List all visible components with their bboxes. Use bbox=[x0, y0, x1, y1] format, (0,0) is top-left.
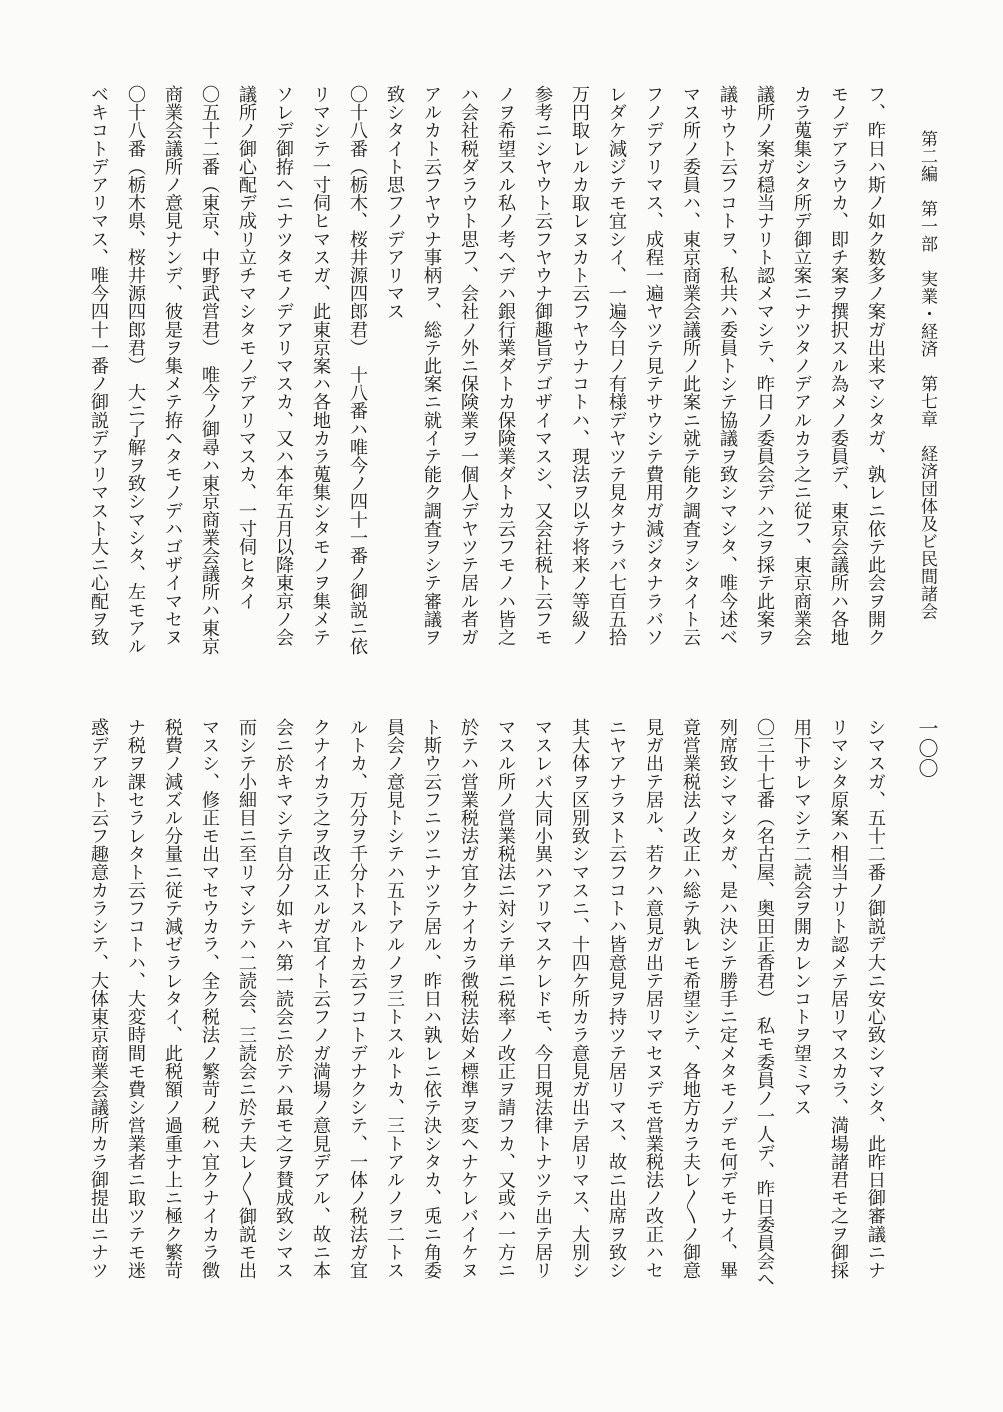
text-column: 議所ノ御心配デ成リ立チマシタモノデアリマスカ、一寸伺ヒタイ bbox=[236, 85, 257, 610]
text-column: マス所ノ委員ハ、東京商業会議所ノ此案ニ就テ能ク調査ヲシタイト云 bbox=[680, 85, 701, 647]
text-column: 於テハ営業税法ガ宜クナイカラ徴税法始メ標準ヲ変ヘナケレバイケヌ bbox=[458, 718, 479, 1280]
text-column: 〇三十七番（名古屋、奥田正香君） 私モ委員ノ一人デ、昨日委員会ヘ bbox=[754, 718, 775, 1289]
text-column: 万円取レルカ取レヌカト云フヤウナコトハ、現法ヲ以テ将来ノ等級ノ bbox=[569, 85, 590, 647]
text-column: 竟営業税法ノ改正ハ総テ孰レモ希望シテ、各地方カラ夫レ〳〵ノ御意 bbox=[680, 718, 701, 1280]
text-column: ルトカ、万分ヲ千分トスルトカ云フコトデナクシテ、一体ノ税法ガ宜 bbox=[347, 718, 368, 1280]
text-column: 列席致シマシタガ、是ハ決シテ勝手ニ定メタモノデモ何デモナイ、畢 bbox=[717, 718, 738, 1280]
text-column: 惑デアルト云フ趣意カラシテ、大体東京商業会議所カラ御提出ニナツ bbox=[88, 718, 109, 1280]
text-column: リマシテ一寸伺ヒマスガ、此東京案ハ各地カラ蒐集シタモノヲ集メテ bbox=[310, 85, 331, 647]
text-column: ハ会社税ダラウト思フ、会社ノ外ニ保険業ヲ一個人デヤツテ居ル者ガ bbox=[458, 85, 479, 647]
text-column: 会ニ於キマシテ自分ノ如キハ第一読会ニ於テハ最モ之ヲ賛成致シマス bbox=[273, 718, 294, 1280]
text-column: 商業会議所ノ意見ナンデ、彼是ヲ集メテ拵ヘタモノデハゴザイマセヌ bbox=[162, 85, 183, 647]
text-column: 其大体ヲ区別致シマスニ、十四ケ所カラ意見ガ出テ居リマス、大別シ bbox=[569, 718, 590, 1280]
text-column: ノヲ希望スル私ノ考ヘデハ銀行業ダトカ保険業ダトカ云フモノハ皆之 bbox=[495, 85, 516, 647]
text-block-upper bbox=[75, 85, 890, 660]
text-column: リマシタ原案ハ相当ナリト認メテ居リマスカラ、満場諸君モ之ヲ御採 bbox=[828, 718, 849, 1280]
text-column: 〇五十二番（東京、中野武営君） 唯今ノ御尋ハ東京商業会議所ハ東京 bbox=[199, 85, 220, 656]
page-number: 一〇〇 bbox=[915, 718, 939, 778]
text-column: レダケ減ジテモ宜シイ、一遍今日ノ有様デヤツテ見タナラバ七百五拾 bbox=[606, 85, 627, 647]
text-column: ナ税ヲ課セラレタト云フコトハ、大変時間モ費シ営業者ニ取ツテモ迷 bbox=[125, 718, 146, 1280]
text-column: アルカト云フヤウナ事柄ヲ、総テ此案ニ就イテ能ク調査ヲシテ審議ヲ bbox=[421, 85, 442, 647]
text-column: マスレバ大同小異ハアリマスケレドモ、今日現法律トナツテ出テ居リ bbox=[532, 718, 553, 1280]
running-head: 第二編 第一部 実業・経済 第七章 経済団体及ビ民間諸会 bbox=[917, 130, 937, 620]
text-column: マスル所ノ営業税法ニ対シテ単ニ税率ノ改正ヲ請フカ、又或ハ一方ニ bbox=[495, 718, 516, 1280]
text-column: 而シテ小細目ニ至リマシテハ二読会、三読会ニ於テ夫レ〳〵御説モ出 bbox=[236, 718, 257, 1280]
text-column: 〇十八番（栃木、桜井源四郎君） 十八番ハ唯今ノ四十一番ノ御説ニ依 bbox=[347, 85, 368, 656]
text-column: クナイカラ之ヲ改正スルガ宜イト云フノガ満場ノ意見デアル、故ニ本 bbox=[310, 718, 331, 1280]
text-column: 用下サレマシテ二読会ヲ開カレンコトヲ望ミマス bbox=[791, 718, 812, 1117]
text-column: 員会ノ意見トシテハ五トアルノヲ三トスルトカ、三トアルノヲ二トス bbox=[384, 718, 405, 1280]
text-column: 見ガ出テ居ル、若クハ意見ガ出テ居リマセヌデモ営業税法ノ改正ハセ bbox=[643, 718, 664, 1280]
text-column: シマスガ、五十二番ノ御説デ大ニ安心致シマシタ、此昨日御審議ニナ bbox=[865, 718, 886, 1280]
text-column: 致シタイト思フノデアリマス bbox=[384, 85, 405, 321]
text-column: ベキコトデアリマス、唯今四十一番ノ御説デアリマスト大ニ心配ヲ致 bbox=[88, 85, 109, 647]
text-column: 税費ノ減ズル分量ニ従テ減ゼラレタイ、此税額ノ過重ナ上ニ極ク繁苛 bbox=[162, 718, 183, 1280]
text-column: 〇十八番（栃木県、桜井源四郎君） 大ニ了解ヲ致シマシタ、左モアル bbox=[125, 85, 146, 656]
text-column: フノデアリマス、成程一遍ヤツテ見テサウシテ費用ガ減ジタナラバソ bbox=[643, 85, 664, 647]
text-column: ト斯ウ云フニツニナツテ居ル、昨日ハ孰レニ依テ決シタカ、兎ニ角委 bbox=[421, 718, 442, 1280]
text-block-lower bbox=[75, 718, 890, 1308]
text-column: マスシ、修正モ出マセウカラ、全ク税法ノ繁苛ノ税ハ宜クナイカラ徴 bbox=[199, 718, 220, 1280]
text-column: モノデアラウカ、即チ案ヲ撰択スル為メノ委員デ、東京会議所ハ各地 bbox=[828, 85, 849, 647]
text-column: フ、昨日ハ斯ノ如ク数多ノ案ガ出来マシタガ、孰レニ依テ此会ヲ開ク bbox=[865, 85, 886, 647]
text-column: 参考ニシヤウト云フヤウナ御趣旨デゴザイマスシ、又会社税ト云フモ bbox=[532, 85, 553, 647]
text-column: 議所ノ案ガ穏当ナリト認メマシテ、昨日ノ委員会デハ之ヲ採テ此案ヲ bbox=[754, 85, 775, 647]
text-column: ソレデ御拵ヘニナツタモノデアリマスカ、又ハ本年五月以降東京ノ会 bbox=[273, 85, 294, 647]
text-column: 議サウト云フコトヲ、私共ハ委員トシテ協議ヲ致シマシタ、唯今述ベ bbox=[717, 85, 738, 647]
text-column: ニヤアナラヌト云フコトハ皆意見ヲ持ツテ居リマス、故ニ出席ヲ致シ bbox=[606, 718, 627, 1280]
text-column: カラ蒐集シタ所デ御立案ニナツタノデアルカラ之ニ従フ、東京商業会 bbox=[791, 85, 812, 647]
